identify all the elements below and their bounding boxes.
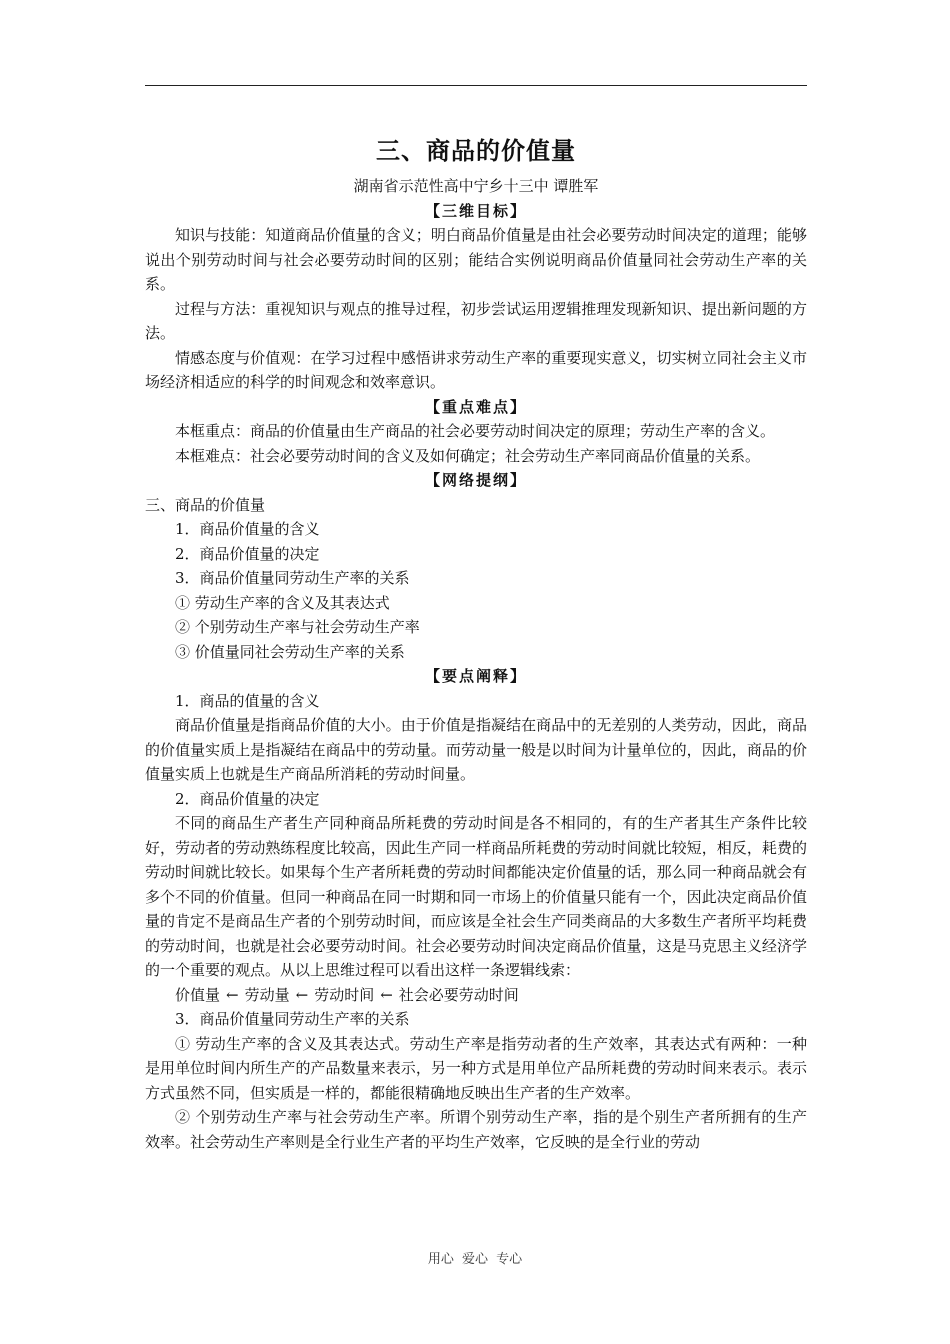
document-author: 湖南省示范性高中宁乡十三中 谭胜军 — [353, 177, 599, 195]
explain-paragraph-2: 不同的商品生产者生产同种商品所耗费的劳动时间是各不相同的，有的生产者其生产条件比较好，劳动者的劳动熟练程度比较高，因此生产同一样商品所耗费的劳动时间就比较短，相反，耗费的劳动时间就比较长。如果每个生产者所耗费的劳动时间都能决定价值量的话，那么同一种商品就会有多个不同的价值量。但同一种商品在同一时期和同一市场上的价值量只能有一个，因此决定商品价值量的肯定不是商品生产者的个别劳动时间，而应该是全社会生产同类商品的大多数生产者所平均耗费的劳动时间，也就是社会必要劳动时间。社会必要劳动时间决定商品价值量，这是马克思主义经济学的一个重要的观点。从以上思维过程可以看出这样一条逻辑线索： — [145, 814, 807, 979]
chain-item-value: 价值量 — [175, 985, 221, 1004]
explain-subheading-3: 3．商品价值量同劳动生产率的关系 — [175, 1010, 410, 1028]
explain-subheading-2: 2．商品价值量的决定 — [175, 789, 320, 808]
keypoint-focus: 本框重点：商品的价值量由生产商品的社会必要劳动时间决定的原理；劳动生产率的含义。 — [175, 422, 776, 440]
document-title: 三、商品的价值量 — [376, 136, 576, 165]
outline-title: 三、商品的价值量 — [145, 495, 266, 514]
outline-item: ③ 价值量同社会劳动生产率的关系 — [175, 642, 405, 661]
chain-item-labor-time: 劳动时间 — [314, 985, 375, 1004]
goal-knowledge — [145, 223, 807, 297]
goal-emotion-label: 情感态度与价值观： — [175, 348, 311, 367]
goal-emotion-text: 在学习过程中感悟讲求劳动生产率的重要现实意义，切实树立同社会主义市场经济相适应的科学的时间观念和效率意识。 — [145, 348, 807, 391]
left-arrow-icon: ← — [380, 985, 393, 1004]
outline-item: 3．商品价值量同劳动生产率的关系 — [175, 569, 410, 587]
explain-subheading-1: 1．商品的值量的含义 — [175, 691, 320, 710]
goal-knowledge-label: 知识与技能： — [175, 226, 266, 244]
explain-paragraph-3a: ① 劳动生产率的含义及其表达式。劳动生产率是指劳动者的生产效率，其表达式有两种：一种是用单位时间内所生产的产品数量来表示，另一种方式是用单位产品所耗费的劳动时间来表示。表示方式虽然不同，但实质是一样的，都能很精确地反映出生产者的生产效率。 — [145, 1034, 807, 1102]
goal-process-label: 过程与方法： — [175, 299, 266, 318]
section-heading-explain: 【要点阐释】 — [424, 667, 527, 685]
section-heading-outline: 【网络提纲】 — [424, 471, 527, 489]
page-footer: 用心 爱心 专心 — [427, 1252, 523, 1267]
logic-chain — [145, 983, 807, 1008]
outline-item: 2．商品价值量的决定 — [175, 544, 320, 563]
explain-paragraph-1: 商品价值量是指商品价值的大小。由于价值是指凝结在商品中的无差别的人类劳动，因此，商品的价值量实质上是指凝结在商品中的劳动量。而劳动量一般是以时间为计量单位的，因此，商品的价值量实质上也就是生产商品所消耗的劳动时间量。 — [145, 716, 807, 783]
outline-item: ① 劳动生产率的含义及其表达式 — [175, 593, 390, 612]
left-arrow-icon: ← — [295, 985, 309, 1004]
chain-item-necessary-time: 社会必要劳动时间 — [398, 985, 519, 1004]
outline-item: ② 个别劳动生产率与社会劳动生产率 — [175, 618, 420, 636]
section-heading-goals: 【三维目标】 — [424, 201, 527, 220]
chain-item-labor: 劳动量 — [244, 985, 290, 1004]
left-arrow-icon: ← — [226, 985, 239, 1004]
keypoint-difficulty: 本框难点：社会必要劳动时间的含义及如何确定；社会劳动生产率同商品价值量的关系。 — [175, 446, 761, 465]
document-body — [145, 134, 807, 1154]
goal-process-text: 重视知识与观点的推导过程，初步尝试运用逻辑推理发现新知识、提出新问题的方法。 — [145, 299, 807, 342]
goal-process — [145, 297, 807, 346]
goal-knowledge-text: 知道商品价值量的含义；明白商品价值量是由社会必要劳动时间决定的道理；能够说出个别劳动时间与社会必要劳动时间的区别；能结合实例说明商品价值量同社会劳动生产率的关系。 — [145, 226, 807, 293]
outline-item: 1．商品价值量的含义 — [175, 520, 320, 538]
section-heading-keypoints: 【重点难点】 — [424, 397, 527, 416]
explain-paragraph-3b: ② 个别劳动生产率与社会劳动生产率。所谓个别劳动生产率，指的是个别生产者所拥有的生产效率。社会劳动生产率则是全行业生产者的平均生产效率，它反映的是全行业的劳动 — [145, 1108, 807, 1151]
header-rule — [145, 85, 807, 86]
goal-emotion — [145, 346, 807, 395]
